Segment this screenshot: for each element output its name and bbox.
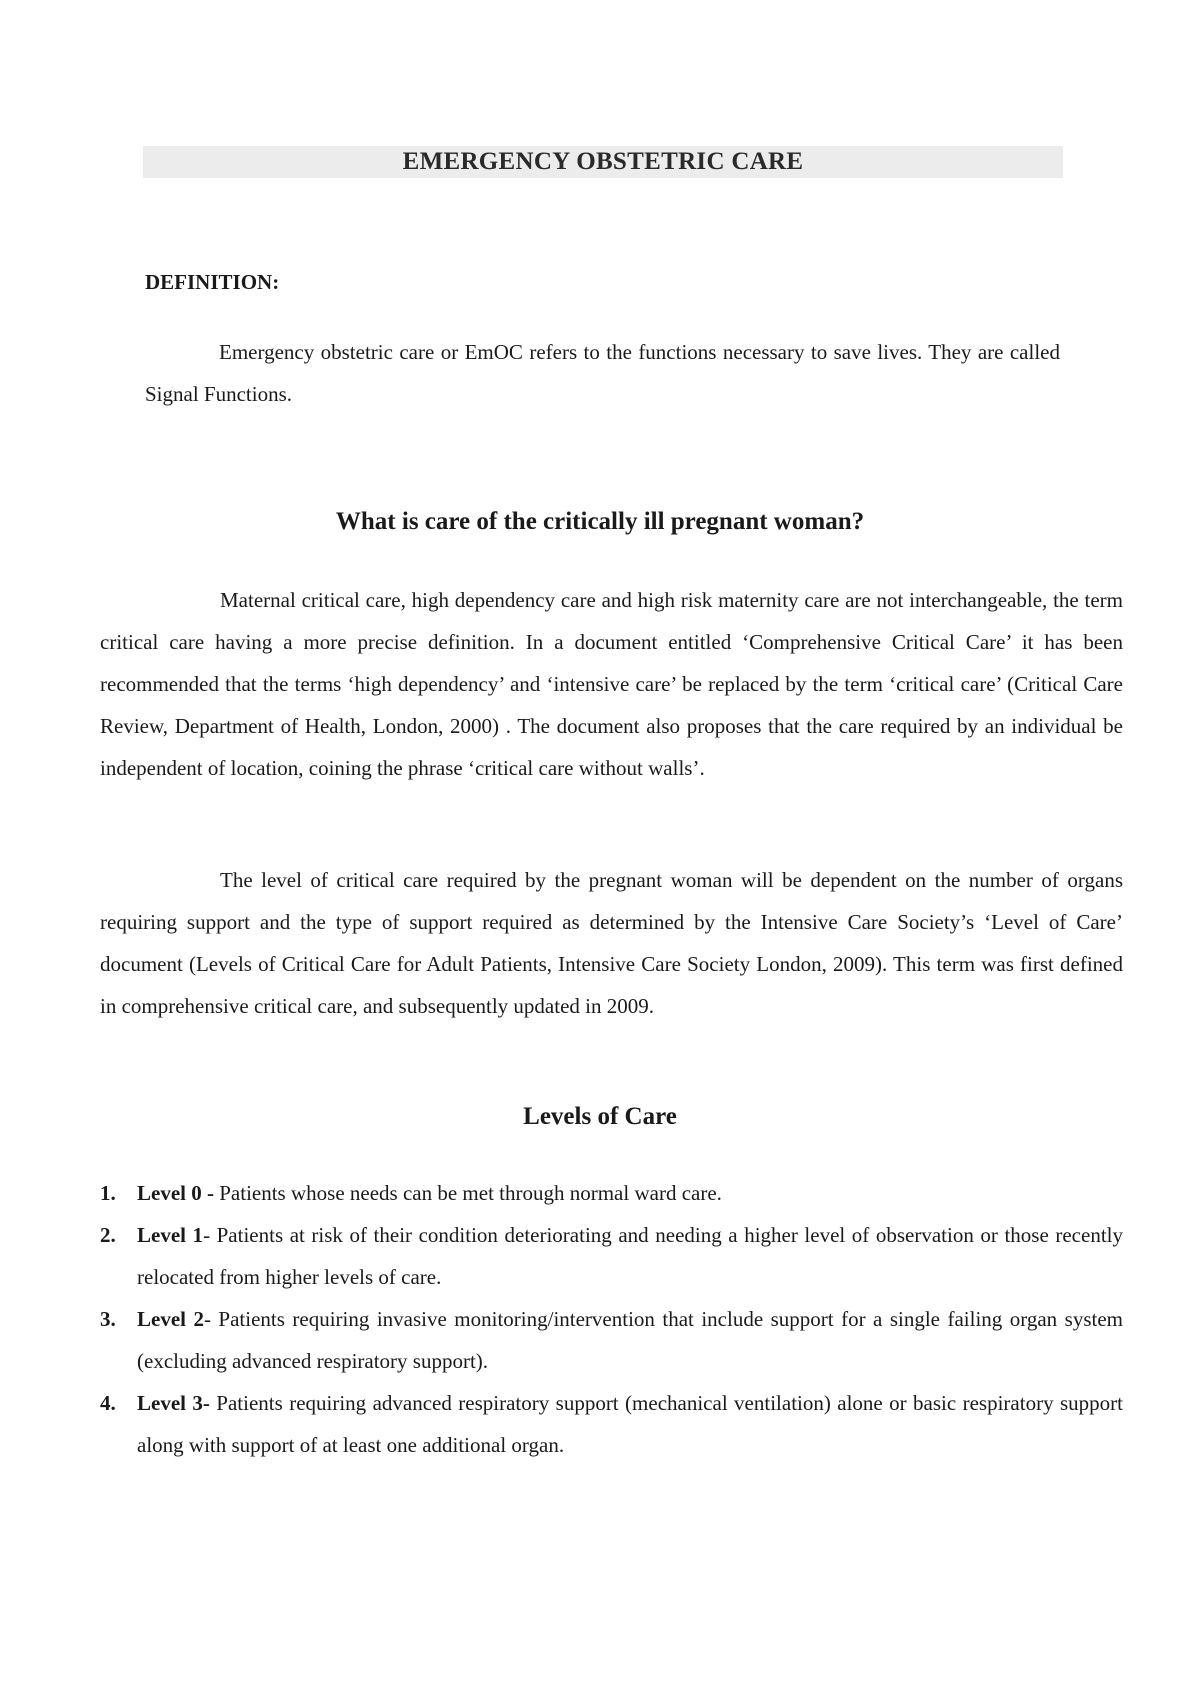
definition-text: Emergency obstetric care or EmOC refers to the functions necessary to save lives. They are called Signal Functions.	[145, 340, 1060, 406]
level-description: - Patients requiring invasive monitoring/intervention that include support for a single failing organ system (excluding advanced respiratory support).	[137, 1307, 1123, 1373]
document-title: EMERGENCY OBSTETRIC CARE	[402, 148, 804, 175]
list-item	[100, 1214, 1123, 1298]
list-item	[100, 1382, 1123, 1466]
title-banner	[143, 146, 1063, 178]
list-item	[100, 1172, 1123, 1214]
level-description: - Patients at risk of their condition deteriorating and needing a higher level of observation or those recently relocated from higher levels of care.	[137, 1223, 1123, 1289]
critical-care-heading: What is care of the critically ill pregnant woman?	[335, 508, 865, 535]
level-description: Patients whose needs can be met through normal ward care.	[213, 1181, 722, 1205]
list-item-number: 3.	[100, 1307, 116, 1331]
level-label: Level 2	[137, 1307, 204, 1331]
level-description: Patients requiring advanced respiratory support (mechanical ventilation) alone or basic respiratory support along with support of at least one additional organ.	[137, 1391, 1123, 1457]
level-label: Level 0 -	[137, 1181, 214, 1205]
list-item-number: 1.	[100, 1181, 116, 1205]
levels-of-care-list	[100, 1172, 1123, 1466]
level-label: Level 3-	[137, 1391, 210, 1415]
level-label: Level 1	[137, 1223, 204, 1247]
levels-of-care-heading: Levels of Care	[523, 1103, 677, 1130]
list-item-number: 2.	[100, 1223, 116, 1247]
critical-care-paragraph-2: The level of critical care required by the pregnant woman will be dependent on the number of organs requiring support and the type of support required as determined by the Intensive Care Society’s ‘Level of Care’ document (Levels of Critical Care for Adult Patients, Intensive Care Society London, 2009). This term was first defined in comprehensive critical care, and subsequently updated in 2009.	[100, 868, 1123, 1018]
definition-label: DEFINITION:	[145, 270, 280, 294]
list-item-number: 4.	[100, 1391, 116, 1415]
list-item	[100, 1298, 1123, 1382]
critical-care-paragraph-1: Maternal critical care, high dependency care and high risk maternity care are not interchangeable, the term critical care having a more precise definition. In a document entitled ‘Comprehensive Critical Care’ it has been recommended that the terms ‘high dependency’ and ‘intensive care’ be replaced by the term ‘critical care’ (Critical Care Review, Department of Health, London, 2000) . The document also proposes that the care required by an individual be independent of location, coining the phrase ‘critical care without walls’.	[100, 588, 1123, 780]
